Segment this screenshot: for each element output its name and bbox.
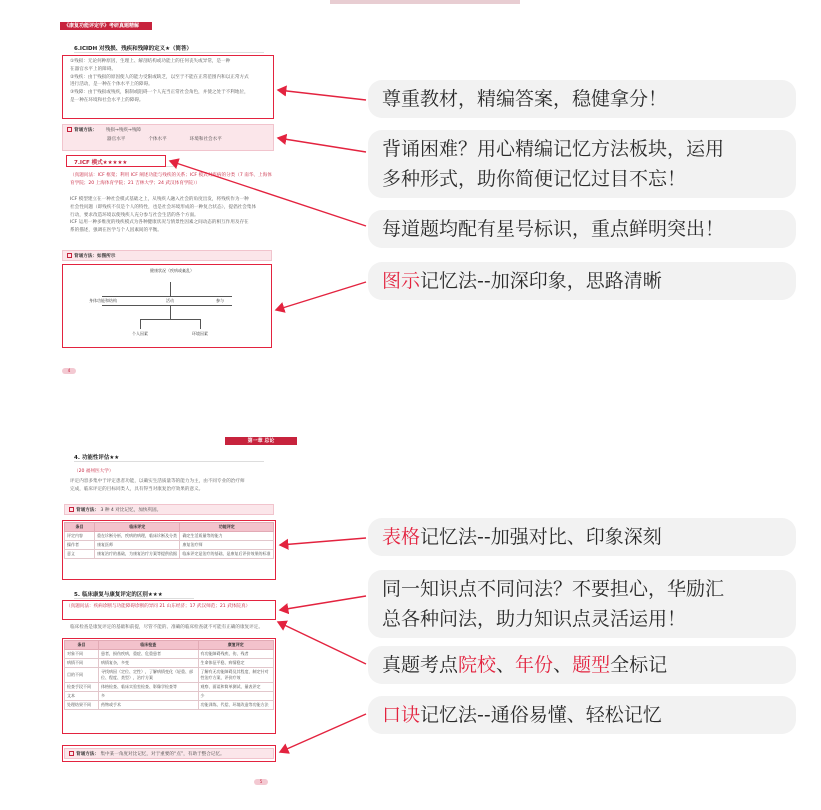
diagram-node-health: 健康状况（疾病或紊乱） bbox=[150, 268, 194, 273]
table-cell: 目的不同 bbox=[65, 668, 99, 683]
table-cell: 文本 bbox=[65, 692, 99, 701]
callout-memory-method bbox=[368, 130, 796, 198]
table-header: 临床评定 bbox=[95, 523, 180, 532]
q5-note: （真题问法：疾病诊断与功能障碍诊断的异同 21 山东经济；17 武汉师范；21 武体院真） bbox=[66, 604, 251, 609]
table-cell: 病情复杂，多变 bbox=[99, 659, 199, 668]
q5-note-frame bbox=[62, 600, 276, 620]
callout-text: 同一知识点不同问法？不要担心，华励汇 bbox=[382, 578, 725, 600]
callout-question-variants bbox=[368, 570, 796, 638]
memo-icon bbox=[67, 253, 72, 258]
q7-line: 系的描述，强调在医学与个人因素间的平衡。 bbox=[70, 228, 162, 234]
arrow-callout-4 bbox=[276, 282, 366, 310]
arrow-callout-5 bbox=[280, 538, 366, 545]
callout-text: 每道题均配有星号标识，重点鲜明突出！ bbox=[382, 218, 725, 240]
callout-highlight: 院校 bbox=[458, 654, 497, 676]
callout-diagram-method bbox=[368, 262, 796, 300]
q7-line: ICF 运用一种多维度的残疾模式为各种健康状况与情景性因素之间动态的相互作用及存在 bbox=[70, 220, 249, 226]
callout-text: 总各种问法，助力知识点灵活运用！ bbox=[382, 608, 687, 630]
diagram-line bbox=[170, 305, 171, 319]
table-header: 条目 bbox=[65, 523, 95, 532]
table-cell: 病情不同 bbox=[65, 659, 99, 668]
q4-line: 完成，临床评定的目标同类人，具有得当对康复治疗效果的意义。 bbox=[70, 486, 204, 492]
q4-title: 4. 功能性评估★★ bbox=[74, 453, 264, 462]
icf-diagram-frame bbox=[62, 264, 272, 348]
table-cell: 功能训练、代偿、环境改造等功能方法 bbox=[198, 701, 274, 710]
table-cell: 评定内容 bbox=[65, 532, 95, 541]
callout-text: 、 bbox=[496, 654, 516, 676]
memo-label: 背诵方法： bbox=[76, 508, 99, 513]
table-cell: 体格检查、临床实验室检查、影像学检查等 bbox=[99, 683, 199, 692]
diagram-line bbox=[140, 319, 141, 329]
memo-text: 集中某一角度对比记忆，对于重要的“点”，有助于整合记忆。 bbox=[100, 752, 225, 757]
q7-title: 7.ICF 模式★★★★★ bbox=[74, 158, 174, 167]
arrow-callout-6 bbox=[280, 596, 366, 610]
memo-label: 背诵方法： bbox=[76, 752, 99, 757]
table-cell: 康复治疗的基础，为康复治疗方案等提供依据 bbox=[95, 550, 180, 559]
memo-level: 个体水平 bbox=[148, 137, 167, 142]
diagram-node-body: 身体功能和结构 bbox=[89, 298, 117, 303]
diagram-node-personal: 个人因素 bbox=[132, 331, 148, 336]
memo-label: 背诵方法： bbox=[74, 128, 97, 133]
table-cell: 康复治疗师 bbox=[180, 541, 274, 550]
q6-line: 在器官水平上的障碍。 bbox=[70, 66, 116, 72]
q7-line: 社会性问题（即残疾不仅是个人的特性，也是社会环境形成的一种复合状态），提倡社会集体 bbox=[70, 204, 257, 210]
memo-chain: 残损→残疾→残障 bbox=[105, 128, 142, 133]
diagram-node-participation: 参与 bbox=[216, 298, 224, 303]
table-cell: 生命体征平稳，病情稳定 bbox=[198, 659, 274, 668]
top-accent-bar bbox=[330, 0, 520, 4]
table-cell: 康复医师 bbox=[95, 541, 180, 550]
diagram-line bbox=[170, 282, 171, 296]
table2-highlight-frame bbox=[62, 638, 276, 734]
callout-mnemonic-method bbox=[368, 696, 796, 734]
arrow-callout-8 bbox=[280, 714, 366, 752]
memo4-highlight-frame bbox=[62, 745, 276, 762]
memo-text: 3 种 4 对比记忆，加快巩固。 bbox=[100, 508, 162, 513]
table-cell: 对象不同 bbox=[65, 650, 99, 659]
callout-highlight: 题型 bbox=[572, 654, 611, 676]
table-cell: 确定生活质量等的能力 bbox=[180, 532, 274, 541]
page-number: 5 bbox=[254, 779, 268, 785]
table-cell: 多 bbox=[99, 692, 199, 701]
table-cell: 检查手段不同 bbox=[65, 683, 99, 692]
callout-textbook bbox=[368, 80, 796, 118]
callout-highlight: 表格 bbox=[382, 526, 421, 548]
callout-exam-tags bbox=[368, 646, 796, 684]
callout-text: 全标记 bbox=[610, 654, 668, 676]
arrow-callout-1 bbox=[278, 90, 366, 100]
table-header: 临床检查 bbox=[99, 641, 199, 650]
callout-text: 记忆法--通俗易懂、轻松记忆 bbox=[420, 704, 662, 726]
q7-note: （真题问法：ICF 框架；利用 ICF 阐述功能与残疾的关系；ICF 模式对疾病的分类（7 南华、上海体育学院；20 上海体育学院；21 吉林大学；24 武汉体育学院）） bbox=[70, 173, 272, 186]
table-cell: 操作者 bbox=[65, 541, 95, 550]
table-cell: 患者，损伤疾病，重症、危重患者 bbox=[99, 650, 199, 659]
memo-label: 背诵方法：如图所示 bbox=[74, 254, 116, 259]
page-header: 第一章 总论 bbox=[225, 437, 297, 445]
diagram-line bbox=[200, 319, 201, 329]
callout-text: 、 bbox=[553, 654, 573, 676]
callout-highlight: 口诀 bbox=[382, 704, 421, 726]
table-cell: 药物或手术 bbox=[99, 701, 199, 710]
callout-highlight: 图示 bbox=[382, 270, 421, 292]
memo-level: 器官水平 bbox=[107, 137, 126, 142]
table-cell: 临床评定是治疗的基础，是康复后评价效果的标准 bbox=[180, 550, 274, 559]
q4-tag: （20 福州医大学） bbox=[74, 469, 114, 474]
callout-highlight: 年份 bbox=[515, 654, 554, 676]
diagram-node-activity: 活动 bbox=[166, 298, 174, 303]
diagram-line bbox=[140, 319, 200, 320]
table-cell: 了解有无功能障碍及其程度，制定针对性治疗方案，评价疗效 bbox=[198, 668, 274, 683]
q6-line: 进行活动，是一种在个体水平上的障碍。 bbox=[70, 82, 153, 88]
q4-body bbox=[70, 478, 276, 494]
callout-star-marks bbox=[368, 210, 796, 248]
callout-text: 记忆法--加深印象，思路清晰 bbox=[420, 270, 662, 292]
page-header: 《康复功能评定学》考研真题精解 bbox=[60, 22, 152, 30]
page-number: 4 bbox=[62, 368, 76, 374]
callout-text: 记忆法--加强对比、印象深刻 bbox=[420, 526, 662, 548]
memo-icon bbox=[67, 127, 72, 132]
q7-line: ICF 模型建立在一种社会模式基础之上，从残疾人融入社会的角度出发，将残疾作为一种 bbox=[70, 197, 249, 202]
memo-icon bbox=[69, 507, 74, 512]
q6-line: ①残损：无论何种原因，生理上、解剖结构或功能上的任何丧失或异常，是一种 bbox=[70, 59, 231, 64]
table-cell: 处理结果不同 bbox=[65, 701, 99, 710]
q6-highlight-frame bbox=[62, 55, 274, 119]
callout-text: 真题考点 bbox=[382, 654, 459, 676]
q6-line: ③残障：由于残损或残疾，限制或阻碍一个人充当正常社会角色，并使之处于不利地位， bbox=[70, 90, 249, 96]
table-header: 条目 bbox=[65, 641, 99, 650]
arrow-callout-7 bbox=[278, 622, 366, 664]
q6-line: ②残疾：由于残损的原因使人的能力受限或缺乏，以至于不能在正常范围内和以正常方式 bbox=[70, 74, 249, 80]
table-cell: 观察、面谈和简单测试、量表评定 bbox=[198, 683, 274, 692]
memo-box-3 bbox=[64, 504, 274, 515]
q7-title-frame bbox=[66, 155, 166, 167]
q7-body bbox=[70, 196, 276, 235]
arrow-callout-2 bbox=[278, 138, 366, 152]
diagram-line bbox=[102, 305, 232, 306]
callout-text: 多种形式，助你简便记忆过目不忘！ bbox=[382, 168, 687, 190]
table-cell: 重在诊断分析，疾病的病理，临床诊断及分类 bbox=[95, 532, 180, 541]
q6-line: 是一种在环境和社会水平上的障碍。 bbox=[70, 97, 144, 103]
callout-text: 背诵困难？用心精编记忆方法板块，运用 bbox=[382, 138, 725, 160]
table-cell: 少 bbox=[198, 692, 274, 701]
table-header: 功能评定 bbox=[180, 523, 274, 532]
memo-box-1 bbox=[62, 124, 274, 151]
memo-level: 环境和社会水平 bbox=[189, 137, 222, 142]
diagram-node-environment: 环境因素 bbox=[192, 331, 208, 336]
q6-title: 6.ICIDH 对残损、残疾和残障的定义★（简答） bbox=[74, 44, 264, 53]
q4-line: 评定内容多集中于评定患者功能，以确实生活质量等的能力为主，由不同专业的治疗师 bbox=[70, 479, 245, 484]
q5-title: 5. 临床康复与康复评定的区别★★★ bbox=[74, 590, 194, 599]
table-cell: 意义 bbox=[65, 550, 95, 559]
memo-box-2 bbox=[62, 250, 272, 261]
table-cell: 有功能障碍残疾、伤、残者 bbox=[198, 650, 274, 659]
callout-table-method bbox=[368, 518, 796, 556]
table-cell: 寻找病因（定位、定性），了解病情变化（轻重、部位、程度、类型），治疗方案 bbox=[99, 668, 199, 683]
table-header: 康复评定 bbox=[198, 641, 274, 650]
q7-line: 行动，要求改造环境以使残疾人充分参与社会生活的各个方面。 bbox=[70, 212, 199, 218]
q5-line: 临床检查是康复评定的基础和前提，尽管不能的、准确的临床检查就不可能有正确的康复评定。 bbox=[70, 625, 263, 630]
diagram-line bbox=[102, 296, 232, 297]
table1-highlight-frame bbox=[62, 520, 276, 580]
callout-text: 尊重教材，精编答案，稳健拿分！ bbox=[382, 88, 668, 110]
